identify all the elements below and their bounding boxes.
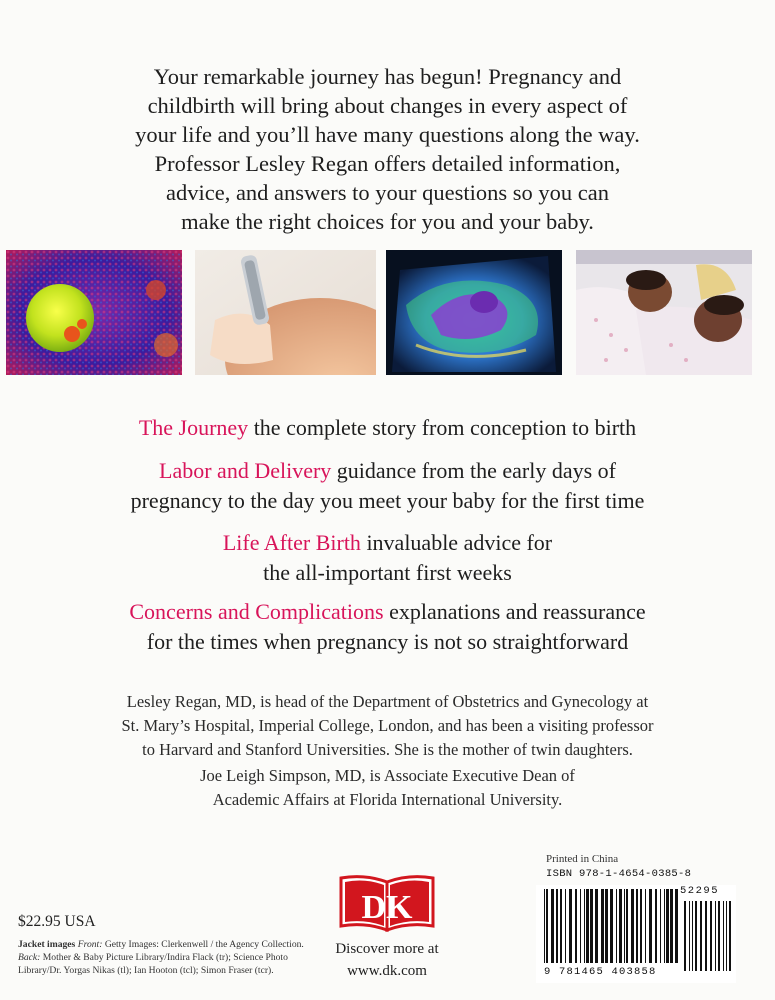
section-title: Life After Birth [222, 530, 361, 555]
section-text: explanations and reassurance [389, 599, 646, 624]
bio-line: Academic Affairs at Florida International University. [212, 790, 563, 809]
bio-line: Joe Leigh Simpson, MD, is Associate Executive Dean of [200, 766, 575, 785]
barcode-bar [601, 889, 604, 963]
barcode-addon-bar [710, 901, 712, 971]
barcode-addon-bar [705, 901, 707, 971]
barcode-bar [595, 889, 598, 963]
section-text: guidance from the early days of [336, 458, 616, 483]
barcode-bar [556, 889, 558, 963]
section-the-journey [60, 413, 715, 443]
barcode-bar [610, 889, 613, 963]
barcode-addon-bar [692, 901, 693, 971]
barcode-bar [616, 889, 617, 963]
credits-front-label: Front: [77, 939, 103, 950]
barcode-addon-bar [689, 901, 690, 971]
barcode-addon-bar [715, 901, 716, 971]
publisher-info [320, 938, 454, 982]
credits-back-text: Mother & Baby Picture Library/Indira Flack (tr); Science Photo Library/Dr. Yorgas Nikas (tl); Ian Hooton (tcl); Simon Fraser (tcr). [18, 952, 288, 976]
author-bio-regan [60, 690, 715, 762]
intro-line: Your remarkable journey has begun! Pregnancy and [153, 64, 622, 89]
barcode-bar [584, 889, 585, 963]
barcode-bar [569, 889, 572, 963]
barcode-bar [546, 889, 548, 963]
isbn: ISBN 978-1-4654-0385-8 [546, 868, 692, 880]
section-concerns-and-complications [60, 597, 715, 657]
section-text: pregnancy to the day you meet your baby for the first time [130, 488, 645, 513]
discover-text: Discover more at [335, 941, 439, 957]
intro-line: Professor Lesley Regan offers detailed information, [154, 151, 621, 176]
barcode-bar [670, 889, 673, 963]
barcode-bar [645, 889, 646, 963]
cell-micrograph-photo [6, 250, 182, 375]
barcode-bar [560, 889, 562, 963]
barcode-bar [544, 889, 545, 963]
barcode-bar [605, 889, 608, 963]
barcode-bar [655, 889, 657, 963]
barcode-addon-bar [718, 901, 720, 971]
barcode-bar [626, 889, 628, 963]
section-title: Labor and Delivery [159, 458, 332, 483]
intro-line: advice, and answers to your questions so you can [165, 180, 610, 205]
barcode-addon-bar [723, 901, 724, 971]
publisher-url[interactable]: www.dk.com [347, 963, 427, 979]
barcode-bar [640, 889, 642, 963]
barcode-addon-bar [684, 901, 686, 971]
section-labor-and-delivery [60, 456, 715, 516]
credits-label: Jacket images [18, 939, 76, 950]
barcode-bar [675, 889, 678, 963]
barcode-digits: 9 781465 403858 [544, 966, 657, 978]
barcode-bar [590, 889, 593, 963]
price: $22.95 USA [18, 913, 96, 930]
barcode-bar [636, 889, 638, 963]
bio-line: Lesley Regan, MD, is head of the Department of Obstetrics and Gynecology at [126, 692, 649, 711]
barcode-addon-bar [700, 901, 702, 971]
section-text: the complete story from conception to birth [253, 415, 637, 440]
barcode-bar [565, 889, 566, 963]
barcode-bar [660, 889, 661, 963]
barcode-bar [551, 889, 554, 963]
intro-line: your life and you’ll have many questions along the way. [135, 122, 640, 147]
section-title: Concerns and Complications [129, 599, 384, 624]
printed-in: Printed in China [546, 853, 619, 865]
ultrasound-scan-photo [386, 250, 562, 375]
barcode-addon-bar [695, 901, 697, 971]
barcode-bar [631, 889, 634, 963]
jacket-image-credits [18, 938, 328, 977]
barcode-bar [619, 889, 622, 963]
credits-front-text: Getty Images: Clerkenwell / the Agency Collection. [104, 939, 304, 950]
barcode-bar [666, 889, 669, 963]
logo-text: DK [361, 889, 413, 926]
barcode-bar [649, 889, 652, 963]
barcode-bar [586, 889, 589, 963]
credits-back-label: Back: [18, 952, 41, 963]
barcode-addon-bar [729, 901, 731, 971]
intro-paragraph [80, 62, 695, 236]
intro-line: make the right choices for you and your baby. [181, 209, 594, 234]
section-text: invaluable advice for [366, 530, 553, 555]
intro-line: childbirth will bring about changes in every aspect of [147, 93, 628, 118]
ultrasound-belly-photo [195, 250, 376, 375]
dk-logo-icon [337, 872, 437, 934]
barcode-bar [580, 889, 581, 963]
section-text: the all-important first weeks [263, 560, 512, 585]
bio-line: to Harvard and Stanford Universities. She is the mother of twin daughters. [142, 740, 633, 759]
barcode-bar [624, 889, 625, 963]
bio-line: St. Mary’s Hospital, Imperial College, London, and has been a visiting professor [121, 716, 654, 735]
section-title: The Journey [138, 415, 249, 440]
twin-babies-photo [576, 250, 752, 375]
barcode-addon-digits: 52295 [680, 885, 720, 897]
barcode-bar [575, 889, 577, 963]
author-bio-simpson [60, 764, 715, 812]
barcode-bar [664, 889, 665, 963]
section-text: for the times when pregnancy is not so straightforward [146, 629, 629, 654]
section-life-after-birth [60, 528, 715, 588]
barcode-addon-bar [726, 901, 727, 971]
